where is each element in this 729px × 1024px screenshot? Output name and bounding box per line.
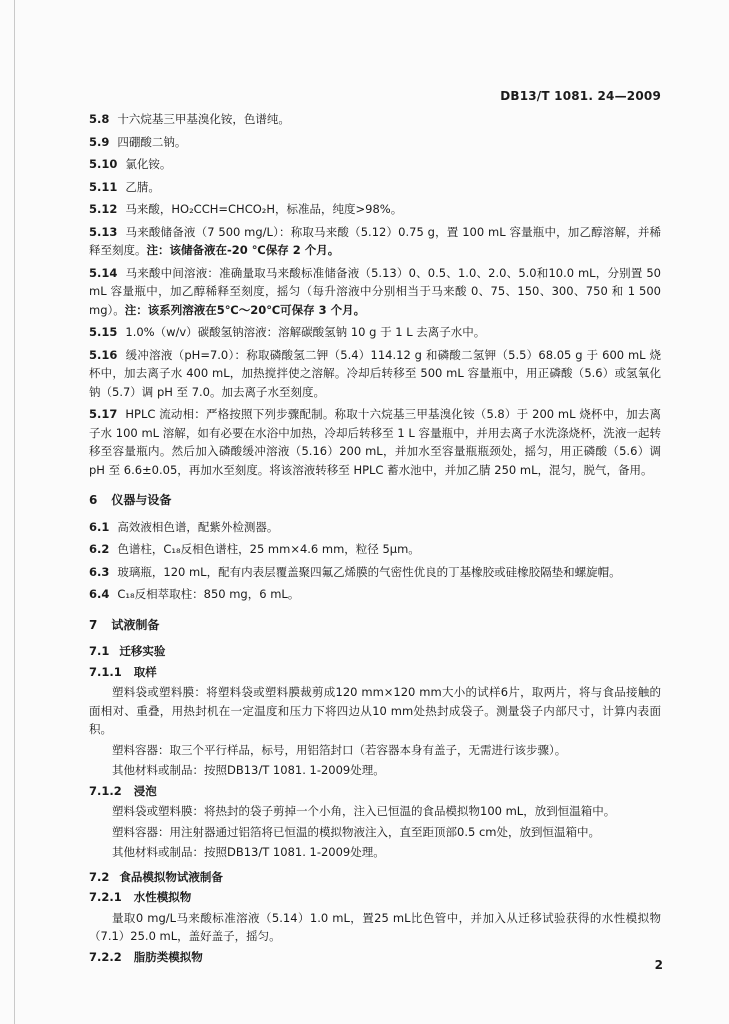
equipment-item-6-2: 6.2 色谱柱，C₁₈反相色谱柱，25 mm×4.6 mm，粒径 5μm。 [89, 542, 420, 556]
section-heading-7: 7 试液制备 [89, 617, 160, 632]
equipment-item-6-3: 6.3 玻璃瓶，120 mL，配有内表层覆盖聚四氟乙烯膜的气密性优良的丁基橡胶或硅橡胶隔垫和螺旋帽。 [89, 564, 621, 579]
paragraph: 其他材料或制品：按照DB13/T 1081. 1-2009处理。 [112, 763, 385, 777]
section-heading-6: 6 仪器与设备 [89, 493, 172, 507]
subsection-heading-7-2-1: 7.2.1 水性模拟物 [89, 890, 192, 904]
reagent-item-5-16: 5.16 缓冲溶液（pH=7.0）：称取磷酸氢二钾（5.4）114.12 g 和磷酸二氢钾（5.5）68.05 g 于 600 mL 烧杯中，加去离子水 400 mL，加热搅拌使之溶解。冷却后转移至 500 mL 容量瓶中，用正磷酸（5.6）或氢氧化钠（5.7）调 pH 至 7.0。加去离子水至刻度。 [89, 347, 661, 399]
reagent-item-5-10: 5.10 氯化铵。 [89, 157, 172, 171]
subsection-heading-7-1-2: 7.1.2 浸泡 [89, 783, 157, 798]
reagent-item-5-9: 5.9 四硼酸二钠。 [89, 134, 187, 149]
subsection-heading-7-1-1: 7.1.1 取样 [89, 664, 157, 679]
paragraph: 塑料袋或塑料膜：将热封的袋子剪掉一个小角，注入已恒温的食品模拟物100 mL，放到恒温箱中。 [112, 804, 616, 818]
subsection-heading-7-2: 7.2 食品模拟物试液制备 [89, 869, 223, 884]
paragraph: 塑料袋或塑料膜：将塑料袋或塑料膜裁剪成120 mm×120 mm大小的试样6片，取两片，将与食品接触的面相对、重叠，用热封机在一定温度和压力下将四边从10 mm处热封成袋子。测量袋子内部尺寸，计算内表面积。 [89, 685, 661, 736]
reagent-item-5-12: 5.12 马来酸，HO₂CCH=CHCO₂H，标准品，纯度>98%。 [89, 202, 403, 216]
reagent-item-5-14: 5.14 马来酸中间溶液：准确量取马来酸标准储备液（5.13）0、0.5、1.0、2.0、5.0和10.0 mL，分别置 50 mL 容量瓶中，加乙醇稀释至刻度，摇匀（每升溶液中分别相当于马来酸 0、75、150、300、750 和 1 500 mg）。注：该系列溶液在5℃～20℃可保存 3 个月。 [89, 265, 661, 317]
paragraph: 其他材料或制品：按照DB13/T 1081. 1-2009处理。 [112, 845, 385, 859]
paragraph: 塑料容器：取三个平行样品，标号，用铝箔封口（若容器本身有盖子，无需进行该步骤）。 [112, 742, 567, 757]
storage-note: 注：该系列溶液在5℃～20℃可保存 3 个月。 [124, 302, 366, 317]
subsection-heading-7-1: 7.1 迁移实验 [89, 644, 166, 658]
equipment-item-6-1: 6.1 高效液相色谱，配紫外检测器。 [89, 519, 279, 534]
storage-note: 注：该储备液在-20 ℃保存 2 个月。 [146, 243, 340, 257]
reagent-item-5-13: 5.13 马来酸储备液（7 500 mg/L）：称取马来酸（5.12）0.75 g，置 100 mL 容量瓶中，加乙醇溶解，并稀释至刻度。注：该储备液在-20 ℃保存 2 个月。 [89, 224, 661, 257]
equipment-list [89, 518, 661, 604]
reagent-item-5-11: 5.11 乙腈。 [89, 179, 160, 194]
paragraph: 塑料容器：用注射器通过铝箔将已恒温的模拟物液注入，直至距顶部0.5 cm处，放到恒温箱中。 [112, 824, 600, 839]
subsection-heading-7-2-2: 7.2.2 脂肪类模拟物 [89, 949, 203, 964]
reagent-item-5-15: 5.15 1.0%（w/v）碳酸氢钠溶液：溶解碳酸氢钠 10 g 于 1 L 去离子水中。 [89, 325, 486, 339]
paragraph: 量取0 mg/L马来酸标准溶液（5.14）1.0 mL，置25 mL比色管中，并加入从迁移试验获得的水性模拟物（7.1）25.0 mL，盖好盖子，摇匀。 [89, 910, 661, 943]
page-edge-line [14, 0, 15, 1024]
reagent-item-5-17: 5.17 HPLC 流动相：严格按照下列步骤配制。称取十六烷基三甲基溴化铵（5.8）于 200 mL 烧杯中，加去离子水 100 mL 溶解，如有必要在水浴中加热，冷却后转移至 1 L 容量瓶中，并用去离子水洗涤烧杯，洗液一起转移至容量瓶内。然后加入磷酸缓冲溶液（5.16）200 mL，并加水至容量瓶瓶颈处，摇匀，用正磷酸（5.6）调 pH 至 6.6±0.05，再加水至刻度。将该溶液转移至 HPLC 蓄水池中，并加乙腈 250 mL，混匀，脱气，备用。 [89, 407, 661, 477]
reagent-list [89, 110, 661, 479]
reagent-item-5-8: 5.8 十六烷基三甲基溴化铵，色谱纯。 [89, 112, 290, 126]
equipment-item-6-4: 6.4 C₁₈反相萃取柱：850 mg，6 mL。 [89, 587, 300, 601]
document-body [89, 110, 661, 968]
document-code: DB13/T 1081. 24—2009 [500, 89, 661, 103]
page-number: 2 [654, 958, 663, 972]
